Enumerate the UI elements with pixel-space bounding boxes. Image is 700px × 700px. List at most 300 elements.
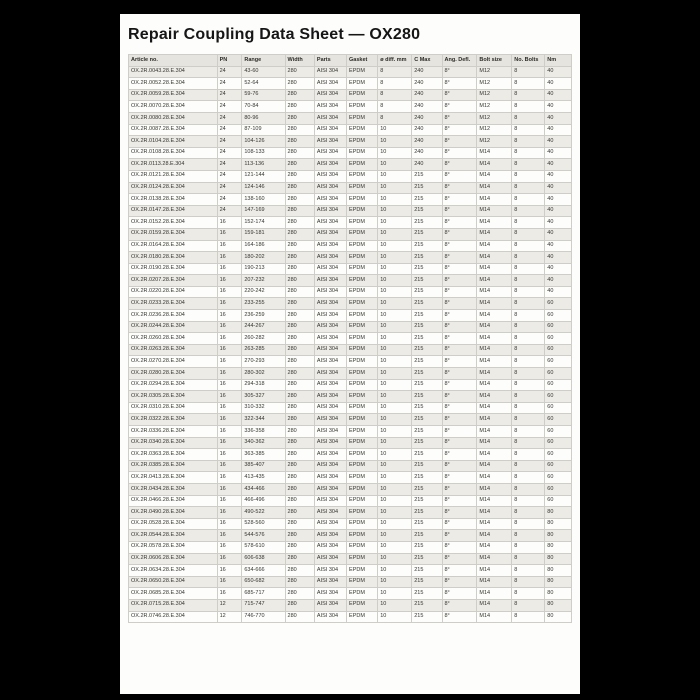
cell: M14 — [477, 565, 512, 577]
cell: 8° — [442, 263, 477, 275]
cell: 8 — [512, 136, 545, 148]
cell: EPDM — [347, 101, 378, 113]
cell: 10 — [378, 252, 412, 264]
cell: EPDM — [347, 228, 378, 240]
cell: EPDM — [347, 147, 378, 159]
cell: 8 — [512, 402, 545, 414]
cell: AISI 304 — [314, 136, 346, 148]
cell: 544-576 — [242, 530, 285, 542]
cell: M14 — [477, 414, 512, 426]
cell: M14 — [477, 240, 512, 252]
cell: 8 — [512, 437, 545, 449]
cell: 215 — [412, 298, 442, 310]
cell: 24 — [217, 101, 242, 113]
cell: OX.2R.0104.28.E.304 — [129, 136, 218, 148]
cell: 207-232 — [242, 275, 285, 287]
cell: EPDM — [347, 611, 378, 623]
cell: AISI 304 — [314, 553, 346, 565]
cell: 215 — [412, 170, 442, 182]
cell: 8° — [442, 194, 477, 206]
cell: 8 — [512, 426, 545, 438]
table-row — [129, 205, 572, 217]
cell: 8 — [512, 310, 545, 322]
cell: 10 — [378, 344, 412, 356]
cell: AISI 304 — [314, 565, 346, 577]
cell: M14 — [477, 333, 512, 345]
cell: AISI 304 — [314, 507, 346, 519]
table-row — [129, 565, 572, 577]
cell: 8° — [442, 89, 477, 101]
cell: 80 — [545, 565, 572, 577]
cell: 16 — [217, 553, 242, 565]
cell: OX.2R.0363.28.E.304 — [129, 449, 218, 461]
cell: 8 — [512, 240, 545, 252]
cell: 8 — [512, 588, 545, 600]
cell: EPDM — [347, 472, 378, 484]
cell: 40 — [545, 159, 572, 171]
cell: 215 — [412, 483, 442, 495]
cell: 280 — [285, 518, 314, 530]
cell: 294-318 — [242, 379, 285, 391]
cell: 244-267 — [242, 321, 285, 333]
cell: 10 — [378, 124, 412, 136]
column-header: Gasket — [347, 55, 378, 67]
cell: AISI 304 — [314, 402, 346, 414]
cell: AISI 304 — [314, 66, 346, 78]
cell: 24 — [217, 136, 242, 148]
cell: 215 — [412, 310, 442, 322]
cell: 40 — [545, 124, 572, 136]
cell: 52-64 — [242, 78, 285, 90]
cell: 43-60 — [242, 66, 285, 78]
cell: 10 — [378, 541, 412, 553]
cell: 10 — [378, 136, 412, 148]
cell: 280 — [285, 356, 314, 368]
cell: 215 — [412, 414, 442, 426]
cell: 280 — [285, 286, 314, 298]
cell: 16 — [217, 252, 242, 264]
table-row — [129, 321, 572, 333]
cell: 240 — [412, 136, 442, 148]
cell: M14 — [477, 159, 512, 171]
cell: 60 — [545, 495, 572, 507]
cell: 280 — [285, 333, 314, 345]
cell: M14 — [477, 611, 512, 623]
table-row — [129, 402, 572, 414]
cell: 385-407 — [242, 460, 285, 472]
cell: OX.2R.0052.28.E.304 — [129, 78, 218, 90]
cell: 280 — [285, 124, 314, 136]
cell: AISI 304 — [314, 147, 346, 159]
cell: 16 — [217, 507, 242, 519]
cell: 8 — [512, 553, 545, 565]
cell: 16 — [217, 321, 242, 333]
cell: 180-202 — [242, 252, 285, 264]
cell: 8° — [442, 576, 477, 588]
page-title: Repair Coupling Data Sheet — OX280 — [128, 26, 421, 43]
cell: OX.2R.0305.28.E.304 — [129, 391, 218, 403]
cell: 215 — [412, 588, 442, 600]
cell: 24 — [217, 66, 242, 78]
column-header: Ang. Defl. — [442, 55, 477, 67]
cell: 490-522 — [242, 507, 285, 519]
cell: 16 — [217, 228, 242, 240]
table-row — [129, 66, 572, 78]
cell: 746-770 — [242, 611, 285, 623]
table-row — [129, 194, 572, 206]
cell: AISI 304 — [314, 101, 346, 113]
cell: 8 — [512, 124, 545, 136]
cell: EPDM — [347, 576, 378, 588]
cell: M14 — [477, 507, 512, 519]
cell: M14 — [477, 275, 512, 287]
cell: 280 — [285, 414, 314, 426]
cell: 60 — [545, 414, 572, 426]
cell: 12 — [217, 599, 242, 611]
cell: 60 — [545, 321, 572, 333]
cell: 8° — [442, 356, 477, 368]
cell: 10 — [378, 530, 412, 542]
cell: 16 — [217, 310, 242, 322]
cell: 16 — [217, 437, 242, 449]
cell: OX.2R.0746.28.E.304 — [129, 611, 218, 623]
cell: 215 — [412, 286, 442, 298]
cell: OX.2R.0413.28.E.304 — [129, 472, 218, 484]
cell: 280 — [285, 275, 314, 287]
column-header: Article no. — [129, 55, 218, 67]
cell: 10 — [378, 205, 412, 217]
cell: 220-242 — [242, 286, 285, 298]
cell: 8° — [442, 379, 477, 391]
cell: AISI 304 — [314, 530, 346, 542]
cell: 240 — [412, 78, 442, 90]
cell: 40 — [545, 101, 572, 113]
cell: 8 — [378, 101, 412, 113]
cell: 280 — [285, 576, 314, 588]
cell: EPDM — [347, 402, 378, 414]
cell: M14 — [477, 541, 512, 553]
table-row — [129, 368, 572, 380]
cell: 10 — [378, 379, 412, 391]
cell: 215 — [412, 611, 442, 623]
cell: 280 — [285, 240, 314, 252]
cell: OX.2R.0544.28.E.304 — [129, 530, 218, 542]
cell: 121-144 — [242, 170, 285, 182]
cell: 24 — [217, 124, 242, 136]
cell: 8° — [442, 414, 477, 426]
cell: 40 — [545, 205, 572, 217]
cell: 24 — [217, 89, 242, 101]
cell: 10 — [378, 553, 412, 565]
cell: 8° — [442, 78, 477, 90]
cell: 215 — [412, 182, 442, 194]
cell: 215 — [412, 252, 442, 264]
cell: 10 — [378, 333, 412, 345]
cell: 280 — [285, 78, 314, 90]
cell: 10 — [378, 426, 412, 438]
cell: 215 — [412, 356, 442, 368]
cell: 10 — [378, 460, 412, 472]
cell: 24 — [217, 182, 242, 194]
column-header: Bolt size — [477, 55, 512, 67]
cell: 215 — [412, 402, 442, 414]
cell: EPDM — [347, 89, 378, 101]
table-row — [129, 286, 572, 298]
cell: M14 — [477, 368, 512, 380]
cell: 40 — [545, 275, 572, 287]
cell: 280 — [285, 472, 314, 484]
cell: 10 — [378, 356, 412, 368]
cell: 80 — [545, 588, 572, 600]
cell: 8° — [442, 460, 477, 472]
cell: AISI 304 — [314, 379, 346, 391]
cell: M12 — [477, 101, 512, 113]
cell: AISI 304 — [314, 599, 346, 611]
cell: 8 — [512, 518, 545, 530]
cell: 215 — [412, 576, 442, 588]
cell: 10 — [378, 402, 412, 414]
table-body — [129, 66, 572, 623]
cell: 8 — [512, 379, 545, 391]
table-row — [129, 310, 572, 322]
datasheet-page — [120, 14, 580, 694]
cell: 280 — [285, 541, 314, 553]
column-header: PN — [217, 55, 242, 67]
table-row — [129, 101, 572, 113]
cell: EPDM — [347, 263, 378, 275]
cell: M14 — [477, 553, 512, 565]
cell: AISI 304 — [314, 356, 346, 368]
cell: 8 — [512, 565, 545, 577]
cell: 190-213 — [242, 263, 285, 275]
table-row — [129, 530, 572, 542]
cell: 280 — [285, 553, 314, 565]
cell: EPDM — [347, 553, 378, 565]
cell: 16 — [217, 472, 242, 484]
cell: 8 — [512, 472, 545, 484]
cell: 8 — [512, 576, 545, 588]
cell: OX.2R.0294.28.E.304 — [129, 379, 218, 391]
cell: 10 — [378, 576, 412, 588]
table-row — [129, 112, 572, 124]
cell: 8° — [442, 368, 477, 380]
cell: 60 — [545, 460, 572, 472]
cell: EPDM — [347, 483, 378, 495]
column-header: Range — [242, 55, 285, 67]
cell: AISI 304 — [314, 228, 346, 240]
cell: 12 — [217, 611, 242, 623]
cell: 16 — [217, 414, 242, 426]
cell: 10 — [378, 147, 412, 159]
table-row — [129, 588, 572, 600]
cell: 280 — [285, 379, 314, 391]
cell: 8 — [512, 101, 545, 113]
cell: 280 — [285, 588, 314, 600]
cell: 40 — [545, 252, 572, 264]
cell: 280 — [285, 136, 314, 148]
cell: M14 — [477, 530, 512, 542]
cell: AISI 304 — [314, 263, 346, 275]
cell: 60 — [545, 449, 572, 461]
cell: M14 — [477, 449, 512, 461]
table-row — [129, 240, 572, 252]
table-row — [129, 449, 572, 461]
cell: 215 — [412, 518, 442, 530]
cell: OX.2R.0270.28.E.304 — [129, 356, 218, 368]
cell: 215 — [412, 507, 442, 519]
cell: 16 — [217, 368, 242, 380]
cell: 59-76 — [242, 89, 285, 101]
cell: 16 — [217, 402, 242, 414]
cell: 10 — [378, 437, 412, 449]
cell: OX.2R.0340.28.E.304 — [129, 437, 218, 449]
cell: M14 — [477, 194, 512, 206]
cell: EPDM — [347, 507, 378, 519]
cell: 80 — [545, 507, 572, 519]
table-row — [129, 89, 572, 101]
cell: 8 — [512, 483, 545, 495]
cell: M12 — [477, 136, 512, 148]
cell: 8° — [442, 495, 477, 507]
cell: 215 — [412, 599, 442, 611]
cell: EPDM — [347, 588, 378, 600]
cell: OX.2R.0180.28.E.304 — [129, 252, 218, 264]
cell: OX.2R.0113.28.E.304 — [129, 159, 218, 171]
cell: OX.2R.0650.28.E.304 — [129, 576, 218, 588]
cell: 280 — [285, 565, 314, 577]
cell: 280 — [285, 530, 314, 542]
cell: 8 — [512, 530, 545, 542]
cell: 8 — [512, 147, 545, 159]
cell: 280 — [285, 263, 314, 275]
cell: M14 — [477, 217, 512, 229]
cell: 8 — [512, 541, 545, 553]
column-header: ø diff. mm — [378, 55, 412, 67]
cell: OX.2R.0280.28.E.304 — [129, 368, 218, 380]
cell: M14 — [477, 310, 512, 322]
cell: 60 — [545, 310, 572, 322]
cell: EPDM — [347, 530, 378, 542]
cell: 260-282 — [242, 333, 285, 345]
cell: AISI 304 — [314, 112, 346, 124]
cell: M14 — [477, 437, 512, 449]
cell: EPDM — [347, 298, 378, 310]
cell: 8 — [512, 170, 545, 182]
cell: 280 — [285, 391, 314, 403]
cell: 10 — [378, 414, 412, 426]
column-header: No. Bolts — [512, 55, 545, 67]
cell: 650-682 — [242, 576, 285, 588]
cell: 8° — [442, 321, 477, 333]
cell: M12 — [477, 89, 512, 101]
cell: 215 — [412, 472, 442, 484]
cell: 8° — [442, 205, 477, 217]
cell: 8 — [512, 611, 545, 623]
cell: 8 — [512, 414, 545, 426]
cell: 280 — [285, 228, 314, 240]
cell: M14 — [477, 391, 512, 403]
cell: 16 — [217, 286, 242, 298]
cell: 8° — [442, 599, 477, 611]
cell: 10 — [378, 565, 412, 577]
cell: 8° — [442, 170, 477, 182]
cell: 8° — [442, 286, 477, 298]
cell: 24 — [217, 147, 242, 159]
cell: 8° — [442, 437, 477, 449]
cell: 10 — [378, 588, 412, 600]
table-row — [129, 611, 572, 623]
cell: 8° — [442, 402, 477, 414]
cell: OX.2R.0244.28.E.304 — [129, 321, 218, 333]
table-head — [129, 55, 572, 67]
cell: 8 — [378, 78, 412, 90]
cell: M12 — [477, 124, 512, 136]
cell: OX.2R.0260.28.E.304 — [129, 333, 218, 345]
table-row — [129, 263, 572, 275]
cell: AISI 304 — [314, 344, 346, 356]
table-row — [129, 518, 572, 530]
cell: 215 — [412, 460, 442, 472]
cell: 80 — [545, 576, 572, 588]
cell: 8 — [512, 507, 545, 519]
cell: EPDM — [347, 170, 378, 182]
cell: 8° — [442, 310, 477, 322]
cell: 80-96 — [242, 112, 285, 124]
cell: 40 — [545, 112, 572, 124]
cell: 80 — [545, 599, 572, 611]
cell: OX.2R.0159.28.E.304 — [129, 228, 218, 240]
table-row — [129, 507, 572, 519]
cell: 215 — [412, 368, 442, 380]
cell: M12 — [477, 66, 512, 78]
cell: EPDM — [347, 159, 378, 171]
cell: 16 — [217, 275, 242, 287]
cell: 280 — [285, 170, 314, 182]
cell: EPDM — [347, 136, 378, 148]
table-row — [129, 170, 572, 182]
cell: 8 — [512, 66, 545, 78]
cell: 8° — [442, 182, 477, 194]
cell: OX.2R.0322.28.E.304 — [129, 414, 218, 426]
table-row — [129, 298, 572, 310]
cell: 8° — [442, 112, 477, 124]
cell: 10 — [378, 182, 412, 194]
cell: 215 — [412, 333, 442, 345]
table-row — [129, 414, 572, 426]
cell: AISI 304 — [314, 182, 346, 194]
cell: 8 — [512, 344, 545, 356]
cell: 215 — [412, 449, 442, 461]
cell: 152-174 — [242, 217, 285, 229]
cell: EPDM — [347, 252, 378, 264]
table-row — [129, 124, 572, 136]
table-row — [129, 426, 572, 438]
cell: 80 — [545, 541, 572, 553]
cell: 240 — [412, 89, 442, 101]
cell: 240 — [412, 147, 442, 159]
cell: 280 — [285, 426, 314, 438]
cell: OX.2R.0220.28.E.304 — [129, 286, 218, 298]
coupling-data-table — [128, 54, 572, 623]
cell: EPDM — [347, 460, 378, 472]
cell: OX.2R.0578.28.E.304 — [129, 541, 218, 553]
cell: OX.2R.0080.28.E.304 — [129, 112, 218, 124]
cell: 8° — [442, 426, 477, 438]
cell: 8° — [442, 507, 477, 519]
cell: 87-109 — [242, 124, 285, 136]
cell: 215 — [412, 437, 442, 449]
table-row — [129, 472, 572, 484]
